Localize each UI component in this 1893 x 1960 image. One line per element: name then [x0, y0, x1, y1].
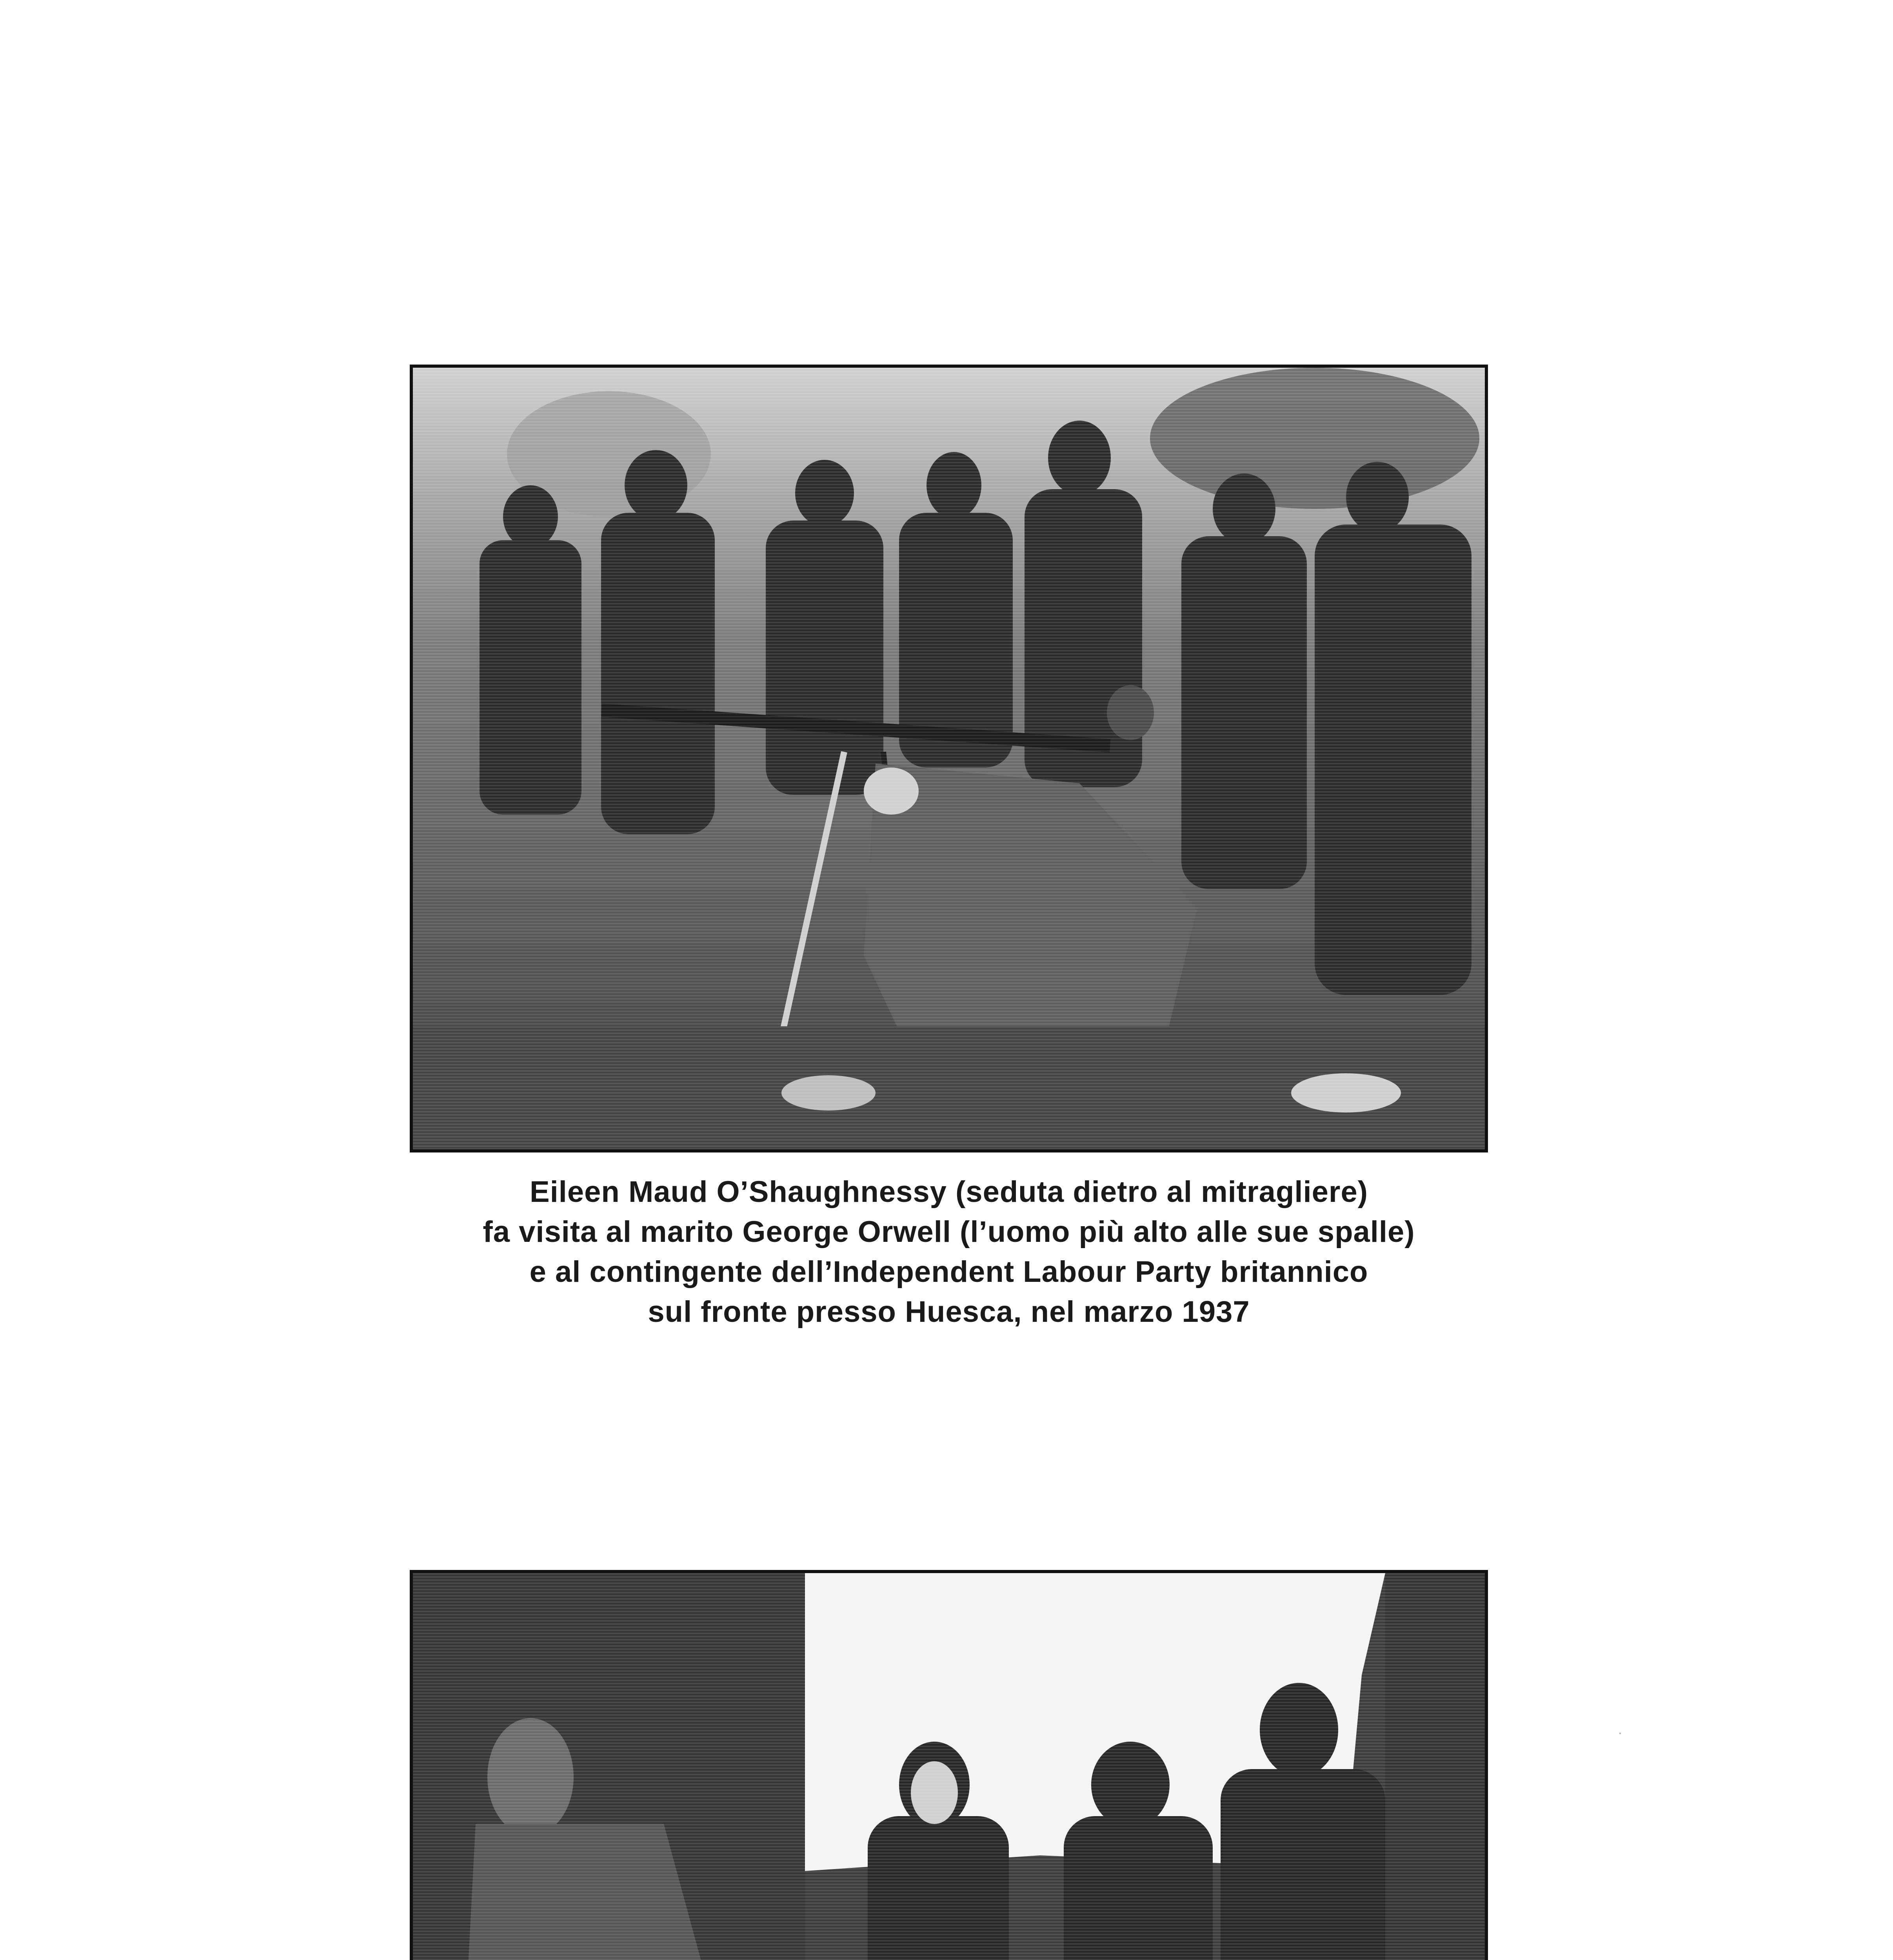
caption-line: e al contingente dell’Independent Labour Party britannico [529, 1255, 1368, 1289]
photo-aragon-front-image [413, 1573, 1485, 1960]
photo-aragon-front [410, 1570, 1488, 1960]
caption-line: Eileen Maud O’Shaughnessy (seduta dietro al mitragliere) [529, 1175, 1368, 1209]
photo-machine-gun-group [410, 365, 1488, 1152]
photo-machine-gun-group-caption [274, 1172, 1623, 1332]
caption-line: fa visita al marito George Orwell (l’uomo più alto alle sue spalle) [483, 1215, 1415, 1249]
caption-line: sul fronte presso Huesca, nel marzo 1937 [648, 1295, 1250, 1328]
photo-machine-gun-group-image [413, 368, 1485, 1149]
scan-speck [1619, 1733, 1621, 1734]
